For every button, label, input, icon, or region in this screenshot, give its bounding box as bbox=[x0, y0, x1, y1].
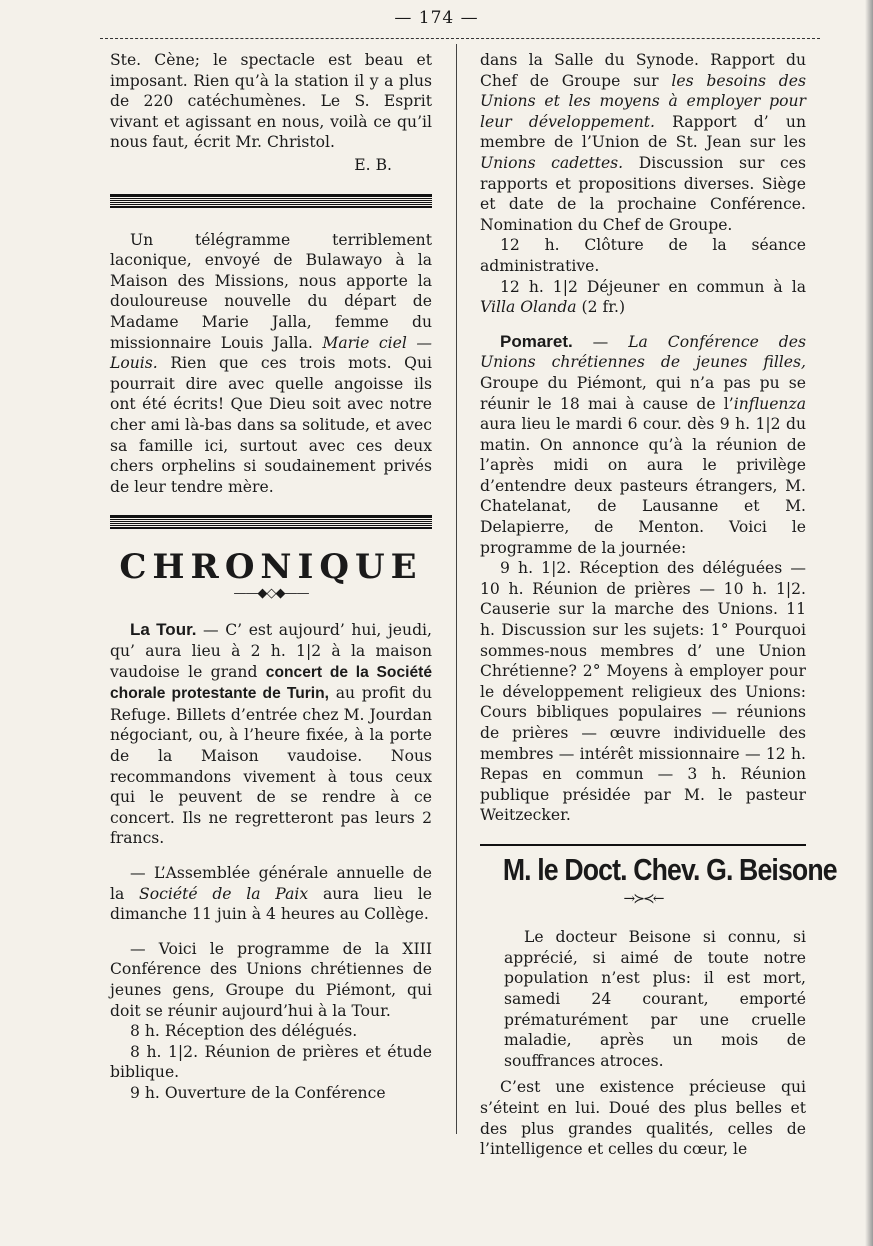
ornament: ——◆◇◆—— bbox=[233, 585, 309, 601]
schedule-9h: 9 h. Ouverture de la Conférence bbox=[130, 1083, 386, 1102]
ornament: →≻≺← bbox=[623, 890, 663, 907]
jalla-text-a: Un télégramme terriblement laconique, envoyé de Bulawayo à la Maison des Missions, nous apporte la douloureuse nouvelle du départ de Madame Marie Jalla, femme du missionnaire Louis Jalla. bbox=[110, 230, 432, 352]
paragraph-conference-cont bbox=[480, 50, 806, 235]
section-rule bbox=[110, 194, 432, 208]
unions-cadettes: Unions cadettes. bbox=[480, 153, 624, 172]
pomaret-heading: Pomaret. bbox=[500, 331, 573, 351]
paragraph-jalla bbox=[110, 230, 432, 498]
paragraph-la-tour bbox=[110, 620, 432, 849]
rapport-title: les besoins des Unions et les moyens à employer pour leur développement. bbox=[480, 71, 806, 131]
societe-paix: Société de la Paix bbox=[139, 884, 309, 903]
pomaret-text-c: Groupe du Piémont, qui n’a pas pu se réunir le 18 mai à cause de l’ bbox=[480, 373, 806, 413]
obituary-heading: M. le Doct. Chev. G. Beisone bbox=[502, 851, 837, 887]
assemblee-text-a: — L’Assemblée générale annuelle de la bbox=[110, 864, 432, 903]
paragraph-pomaret bbox=[480, 332, 806, 559]
schedule-8h: 8 h. Réception des délégués. bbox=[130, 1022, 358, 1041]
column-divider bbox=[456, 44, 457, 1134]
signature: E. B. bbox=[354, 155, 392, 174]
la-tour-text-a: — C’ est aujourd’ hui, jeudi, qu’ aura lieu à 2 h. 1|2 à la maison vaudoise le grand bbox=[110, 621, 432, 681]
influenza: influenza bbox=[733, 394, 806, 413]
paragraph-assemblee bbox=[110, 863, 432, 925]
section-rule bbox=[110, 515, 432, 529]
villa-olanda: Villa Olanda bbox=[480, 298, 577, 317]
concert-name: concert de la Société chorale protestante de Turin, bbox=[110, 663, 432, 703]
jalla-text-c: Rien que ces trois mots. Qui pourrait dire avec quelle angoisse ils ont été écrits! Que Dieu soit avec notre cher ami là-bas dans sa solitude, et avec sa famille ici, surtout avec ces deux chers orphelins si soudainement privés de leur tendre mère. bbox=[110, 354, 432, 496]
paragraph-programme: — Voici le programme de la XIII Conférence des Unions chrétiennes de jeunes gens, Groupe du Piémont, qui doit se réunir aujourd’hui à la Tour. bbox=[110, 939, 432, 1020]
conference-jeunes-filles: La Conférence des Unions chrétiennes de jeunes filles, bbox=[480, 332, 806, 372]
left-column bbox=[110, 50, 432, 1104]
pomaret-text-e: aura lieu le mardi 6 cour. dès 9 h. 1|2 du matin. On annonce qu’à la réunion de l’après midi on aura le privilège d’entendre deux pasteurs étrangers, M. Chatelanat, de Lausanne et M. Delapierre, de Menton. Voici le programme de la journée: bbox=[480, 415, 806, 557]
dejeuner-text-c: (2 fr.) bbox=[576, 298, 626, 317]
conf-text-a: dans la Salle du Synode. Rapport du Chef de Groupe sur bbox=[480, 51, 806, 90]
obituary-paragraph-2: C’est une existence précieuse qui s’éteint en lui. Doué des plus belles et des plus grandes qualités, celles de l’intelligence et celles du cœur, le bbox=[480, 1078, 806, 1159]
telegram-words: Marie ciel — Louis. bbox=[110, 333, 432, 373]
page-edge bbox=[865, 0, 873, 1246]
schedule-12h: 12 h. Clôture de la séance administrative. bbox=[480, 236, 806, 275]
obituary-rule bbox=[480, 844, 806, 846]
conf-text-c: Rapport d’ un membre de l’Union de St. Jean sur les bbox=[480, 112, 806, 152]
assemblee-text-c: aura lieu le dimanche 11 juin à 4 heures au Collège. bbox=[110, 884, 432, 924]
chronique-heading: CHRONIQUE bbox=[119, 547, 423, 588]
la-tour-heading: La Tour. bbox=[130, 620, 197, 640]
paragraph-christol: Ste. Cène; le spectacle est beau et imposant. Rien qu’à la station il y a plus de 220 catéchumènes. Le S. Esprit vivant et agissant en nous, voilà ce qu’il nous faut, écrit Mr. Christol. bbox=[110, 51, 432, 152]
page-number: — 174 — bbox=[394, 8, 479, 28]
dejeuner-text-a: 12 h. 1|2 Déjeuner en commun à la bbox=[500, 277, 806, 296]
schedule-12h30 bbox=[480, 277, 806, 318]
top-rule bbox=[100, 38, 820, 39]
schedule-8h30: 8 h. 1|2. Réunion de prières et étude biblique. bbox=[110, 1042, 432, 1082]
pomaret-text-a: — bbox=[572, 332, 629, 351]
la-tour-text-c: au profit du Refuge. Billets d’entrée chez M. Jourdan négociant, ou, à l’heure fixée, à la porte de la Maison vaudoise. Nous recommandons vivement à tous ceux qui le peuvent de se rendre à ce concert. Ils ne regretteront pas leurs 2 francs. bbox=[110, 684, 432, 848]
conf-text-e: Discussion sur ces rapports et propositions diverses. Siège et date de la prochaine Conférence. Nomination du Chef de Groupe. bbox=[480, 153, 806, 234]
pomaret-schedule: 9 h. 1|2. Réception des déléguées — 10 h. Réunion de prières — 10 h. 1|2. Causerie sur la marche des Unions. 11 h. Discussion sur les sujets: 1° Pourquoi sommes-nous membres d’ une Union Chrétienne? 2° Moyens à employer pour le développement religieux des Unions: Cours bibliques populaires — réunions de prières — œuvre individuelle des membres — intérêt missionnaire — 12 h. Repas en commun — 3 h. Réunion publique présidée par M. le pasteur Weitzecker. bbox=[480, 559, 806, 825]
right-column bbox=[480, 50, 837, 1160]
obituary-paragraph-1: Le docteur Beisone si connu, si apprécié, si aimé de toute notre population n’est plus: il est mort, samedi 24 courant, emporté prématurément par une cruelle maladie, après un mois de souffrances atroces. bbox=[504, 928, 806, 1070]
